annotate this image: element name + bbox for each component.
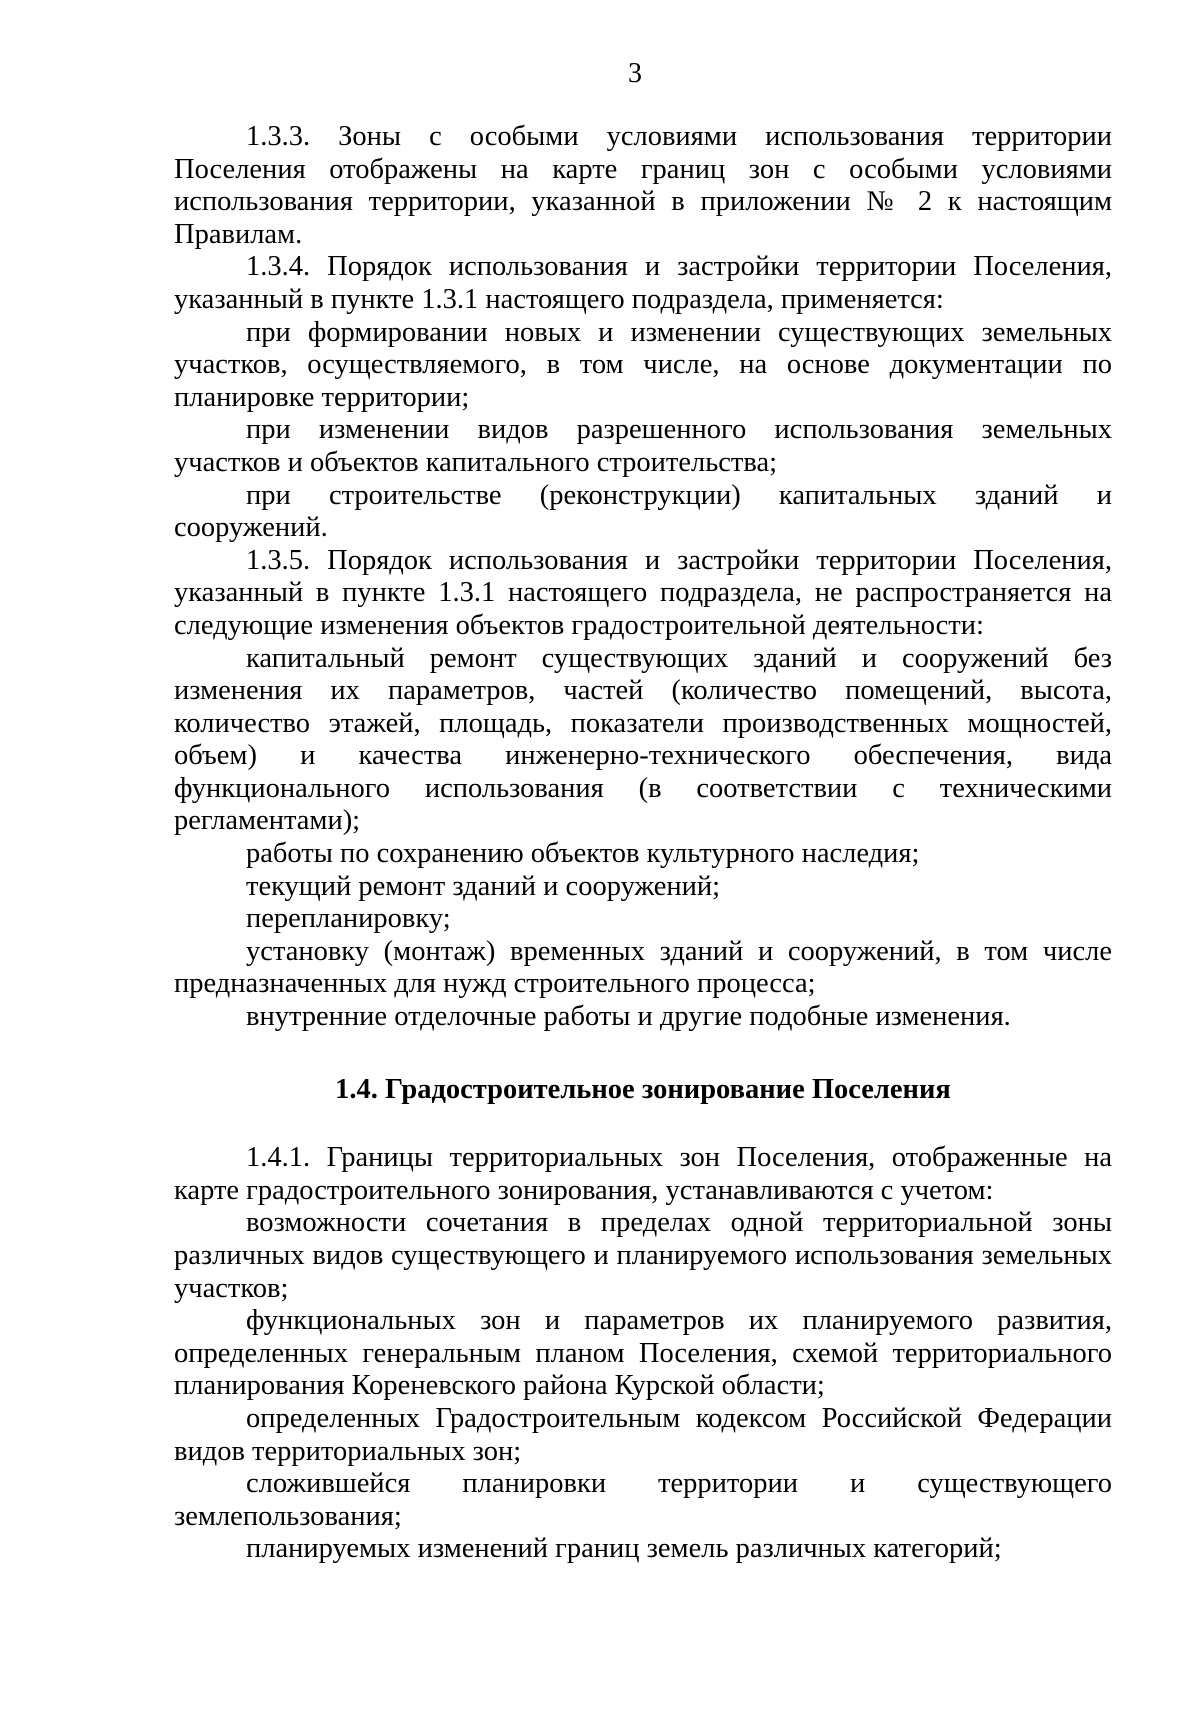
list-item-construction: при строительстве (реконструкции) капитальных зданий и сооружений.	[174, 479, 1112, 544]
list-item-change-use: при изменении видов разрешенного использования земельных участков и объектов капитального строительства;	[174, 414, 1112, 478]
list-item-current-repair: текущий ремонт зданий и сооружений;	[246, 870, 721, 902]
list-item-formation: при формировании новых и изменении существующих земельных участков, осуществляемого, в том числе, на основе документации по планировке территории;	[174, 316, 1112, 413]
list-item-finishing-works: внутренние отделочные работы и другие подобные изменения.	[246, 1001, 1011, 1033]
list-item-capital-repair: капитальный ремонт существующих зданий и сооружений без изменения их параметров, частей (количество помещений, высота, количество этажей, площадь, показатели производственных мощностей, объем) и качества инженерно-технического обеспечения, вида функционального использования (в соответствии с техническими регламентами);	[174, 642, 1112, 837]
list-item-planned-changes: планируемых изменений границ земель различных категорий;	[246, 1533, 1002, 1565]
section-heading: 1.4. Градостроительное зонирование Поселения	[335, 1073, 951, 1105]
paragraph-1-4-1: 1.4.1. Границы территориальных зон Поселения, отображенные на карте градостроительного зонирования, устанавливаются с учетом:	[174, 1142, 1112, 1206]
list-item-temporary-buildings: установку (монтаж) временных зданий и сооружений, в том числе предназначенных для нужд строительного процесса;	[174, 935, 1112, 1000]
page-number: 3	[628, 58, 642, 89]
paragraph-1-3-3: 1.3.3. Зоны с особыми условиями использования территории Поселения отображены на карте границ зон с особыми условиями использования территории, указанной в приложении № 2 к настоящим Правилам.	[174, 121, 1112, 250]
list-item-heritage: работы по сохранению объектов культурного наследия;	[246, 838, 920, 870]
list-item-replanning: перепланировку;	[246, 903, 451, 935]
list-item-functional-zones: функциональных зон и параметров их планируемого развития, определенных генеральным планом Поселения, схемой территориального планирования Кореневского района Курской области;	[174, 1305, 1112, 1402]
list-item-zone-types: определенных Градостроительным кодексом Российской Федерации видов территориальных зон;	[174, 1402, 1112, 1467]
paragraph-1-3-4: 1.3.4. Порядок использования и застройки территории Поселения, указанный в пункте 1.3.1 настоящего подраздела, применяется:	[174, 251, 1112, 315]
list-item-combination: возможности сочетания в пределах одной территориальной зоны различных видов существующего и планируемого использования земельных участков;	[174, 1207, 1112, 1304]
paragraph-1-3-5: 1.3.5. Порядок использования и застройки территории Поселения, указанный в пункте 1.3.1 настоящего подраздела, не распространяется на следующие изменения объектов градостроительной деятельности:	[174, 544, 1112, 641]
document-body	[174, 121, 1112, 1566]
list-item-existing-layout: сложившейся планировки территории и существующего землепользования;	[174, 1468, 1112, 1532]
